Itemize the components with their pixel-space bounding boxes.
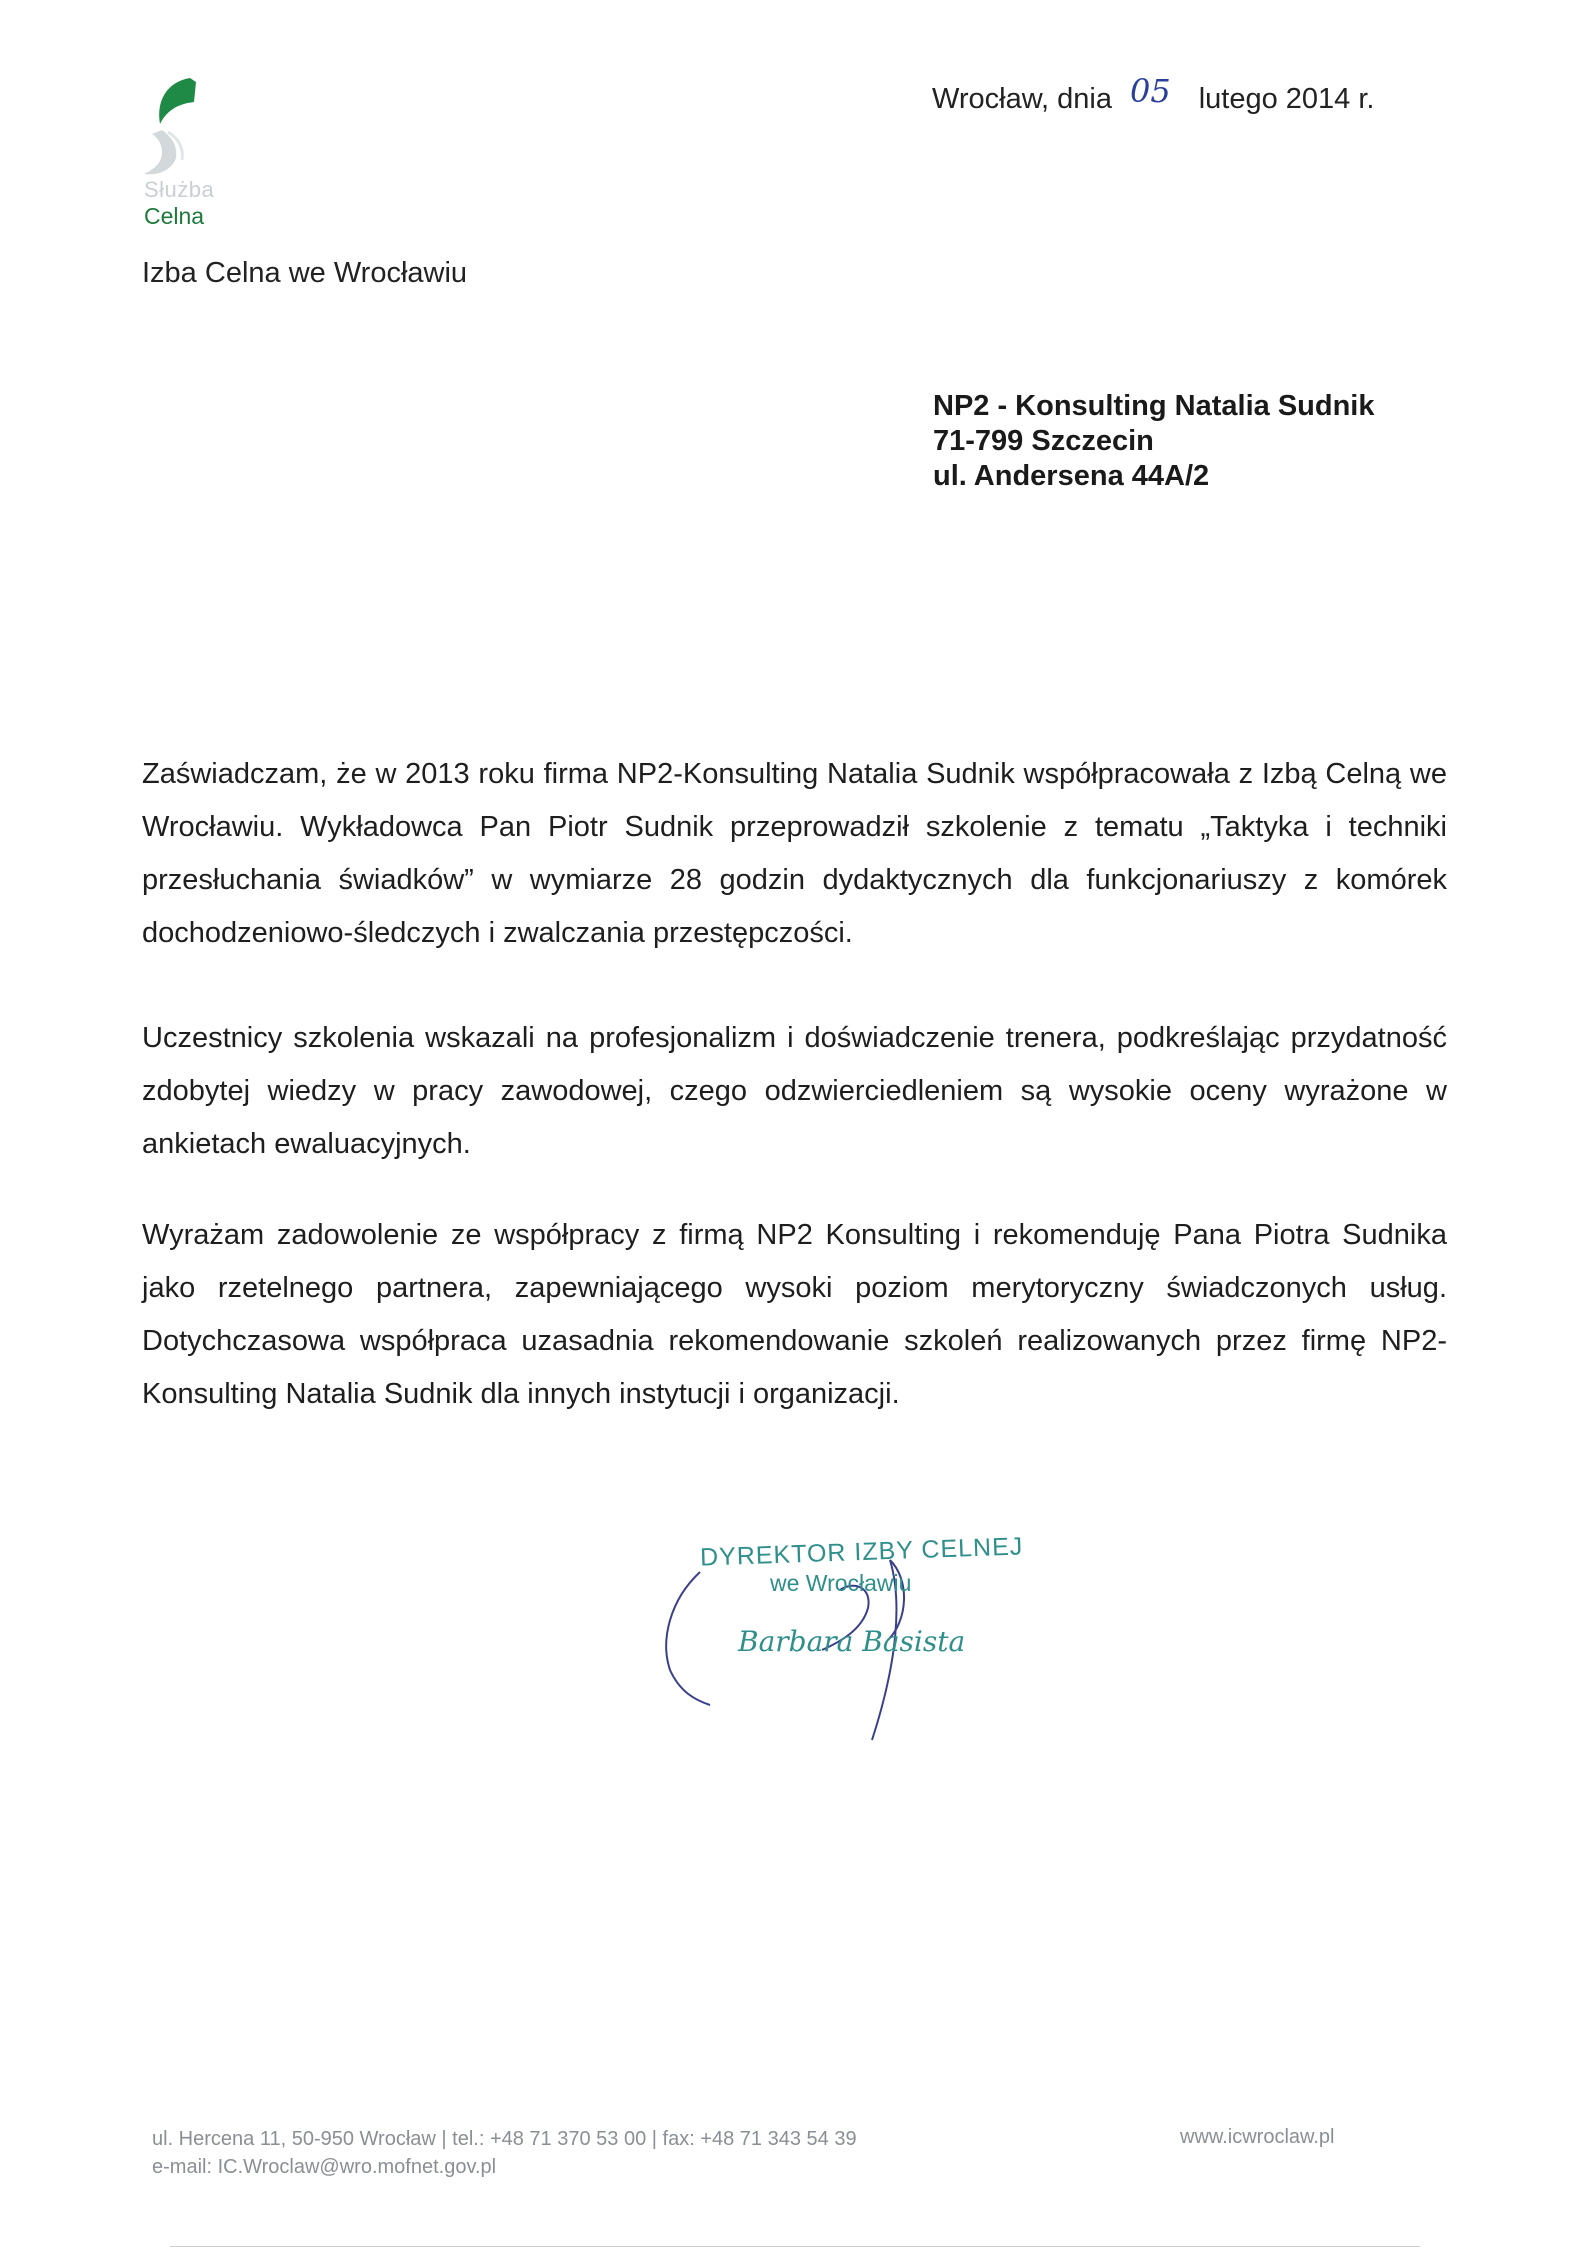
body-paragraph-2: Uczestnicy szkolenia wskazali na profesjonalizm i doświadczenie trenera, podkreślając przydatność zdobytej wiedzy w pracy zawodowej, czego odzwierciedleniem są wysokie oceny wyrażone w ankietach ewaluacyjnych. xyxy=(142,1022,1447,1160)
recipient-city: 71-799 Szczecin xyxy=(933,425,1154,457)
issuing-office: Izba Celna we Wrocławiu xyxy=(142,257,468,289)
org-name-line2: Celna xyxy=(144,203,205,229)
stamp-signatory-name: Barbara Basista xyxy=(738,1625,966,1658)
footer-website-link[interactable]: www.icwroclaw.pl xyxy=(1180,2126,1335,2148)
body-paragraph-1: Zaświadczam, że w 2013 roku firma NP2-Konsulting Natalia Sudnik współpracowała z Izbą Celną we Wrocławiu. Wykładowca Pan Piotr Sudnik przeprowadził szkolenie z tematu „Taktyka i techniki przesłuchania świadków” w wymiarze 28 godzin dydaktycznych dla funkcjonariuszy z komórek dochodzeniowo-śledczych i zwalczania przestępczości. xyxy=(142,758,1447,949)
body-paragraph-3: Wyrażam zadowolenie ze współpracy z firmą NP2 Konsulting i rekomenduję Pana Piotra Sudnika jako rzetelnego partnera, zapewniającego wysoki poziom merytoryczny świadczonych usług. Dotychczasowa współpraca uzasadnia rekomendowanie szkoleń realizowanych przez firmę NP2-Konsulting Natalia Sudnik dla innych instytucji i organizacji. xyxy=(142,1219,1447,1410)
footer-address: ul. Hercena 11, 50-950 Wrocław | tel.: +48 71 370 53 00 | fax: +48 71 343 54 39 xyxy=(152,2128,857,2150)
date-prefix: Wrocław, dnia xyxy=(932,83,1112,115)
customs-service-logo xyxy=(138,72,208,182)
footer-email: e-mail: IC.Wroclaw@wro.mofnet.gov.pl xyxy=(152,2156,497,2178)
stamp-location: we Wrocławiu xyxy=(770,1570,912,1596)
stamp-title: DYREKTOR IZBY CELNEJ xyxy=(699,1532,1024,1572)
bottom-divider xyxy=(170,2246,1420,2247)
org-name-line1: Służba xyxy=(144,177,215,202)
recipient-name: NP2 - Konsulting Natalia Sudnik xyxy=(933,390,1375,422)
date-line xyxy=(932,72,1375,116)
date-day-handwritten: 05 xyxy=(1130,72,1171,110)
recipient-address xyxy=(933,389,1375,494)
recipient-street: ul. Andersena 44A/2 xyxy=(933,460,1210,492)
date-suffix: lutego 2014 r. xyxy=(1198,83,1375,115)
